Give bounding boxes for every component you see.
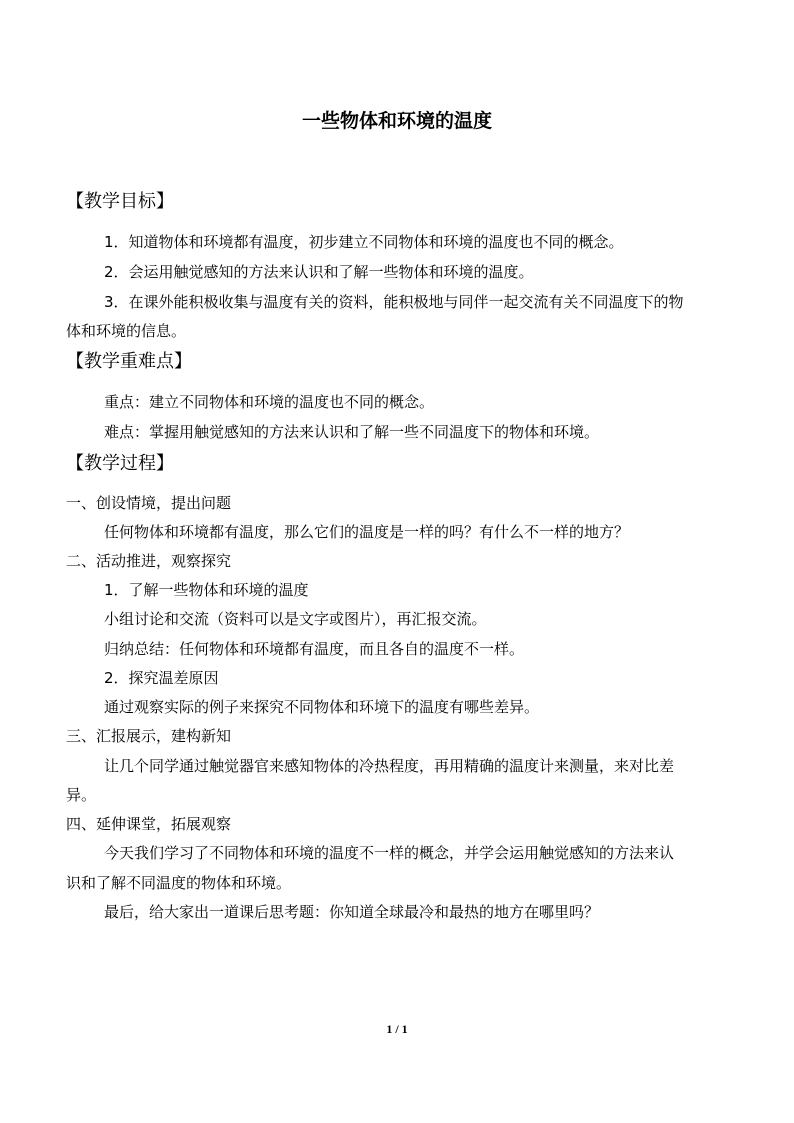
process-text-continuation: 识和了解不同温度的物体和环境。 [66,874,292,892]
section-heading-key-points: 【教学重难点】 [66,351,192,372]
page-number: 1 / 1 [386,1022,408,1036]
key-point-item: 重点：建立不同物体和环境的温度也不同的概念。 [104,393,435,411]
process-step-heading: 一、创设情境，提出问题 [66,494,232,512]
process-text: 让几个同学通过触觉器官来感知物体的冷热程度，再用精确的温度计来测量，来对比差 [104,757,675,775]
process-step-heading: 二、活动推进，观察探究 [66,552,232,570]
objective-item: 2．会运用触觉感知的方法来认识和了解一些物体和环境的温度。 [104,263,534,281]
process-text: 小组讨论和交流（资料可以是文字或图片），再汇报交流。 [104,610,487,628]
objective-item: 1．知道物体和环境都有温度，初步建立不同物体和环境的温度也不同的概念。 [104,233,624,251]
key-point-item: 难点：掌握用触觉感知的方法来认识和了解一些不同温度下的物体和环境。 [104,423,600,441]
section-heading-objectives: 【教学目标】 [66,191,174,212]
process-text: 归纳总结：任何物体和环境都有温度，而且各自的温度不一样。 [104,640,525,658]
objective-item: 3．在课外能积极收集与温度有关的资料，能积极地与同伴一起交流有关不同温度下的物 [104,293,684,311]
process-text: 通过观察实际的例子来探究不同物体和环境下的温度有哪些差异。 [104,698,540,716]
process-step-heading: 三、汇报展示，建构新知 [66,727,232,745]
process-text: 任何物体和环境都有温度，那么它们的温度是一样的吗？有什么不一样的地方？ [104,523,630,541]
process-text: 今天我们学习了不同物体和环境的温度不一样的概念，并学会运用触觉感知的方法来认 [104,844,675,862]
process-text: 最后，给大家出一道课后思考题：你知道全球最冷和最热的地方在哪里吗？ [104,903,600,921]
process-subheading: 2．探究温差原因 [104,669,219,687]
document-title: 一些物体和环境的温度 [301,110,492,132]
objective-item-continuation: 体和环境的信息。 [66,322,187,340]
process-text-continuation: 异。 [66,786,97,804]
section-heading-process: 【教学过程】 [66,453,174,474]
process-step-heading: 四、延伸课堂，拓展观察 [66,815,232,833]
process-subheading: 1．了解一些物体和环境的温度 [104,581,309,599]
